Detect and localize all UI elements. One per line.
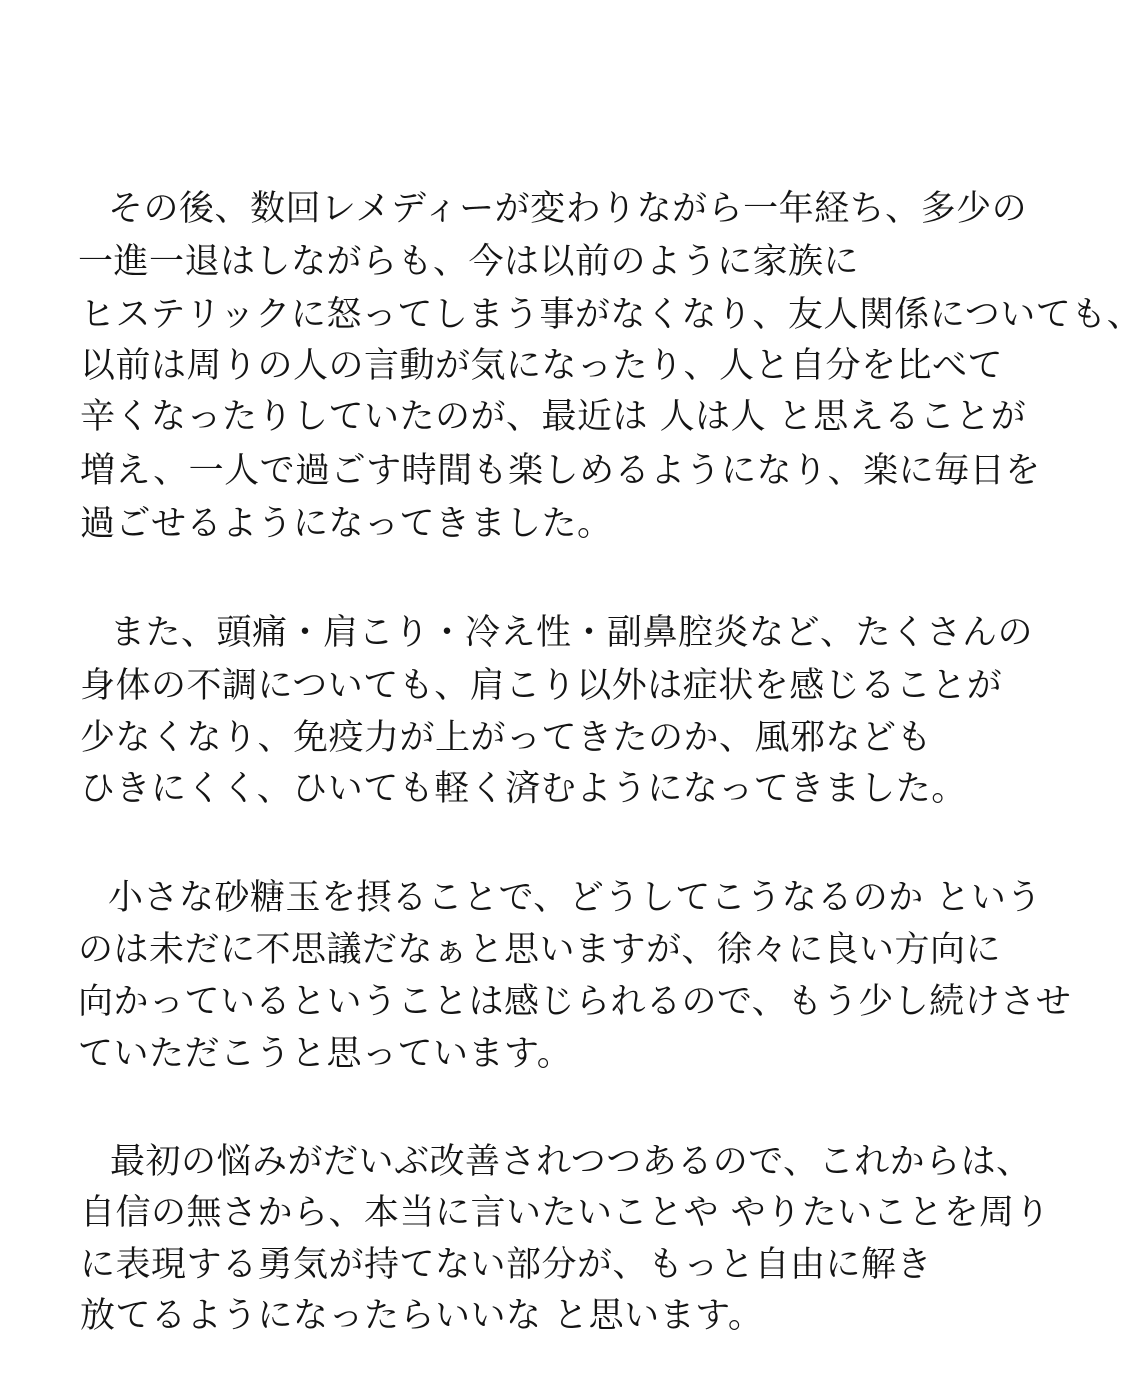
paragraph-3-line-2: のは未だに不思議だなぁと思いますが、徐々に良い方向に bbox=[78, 930, 1002, 970]
paragraph-4-line-2: 自信の無さから、本当に言いたいことや やりたいことを周り bbox=[80, 1193, 1051, 1233]
paragraph-1-line-5: 辛くなったりしていたのが、最近は 人は人 と思えることが bbox=[80, 397, 1027, 437]
paragraph-1-line-7: 過ごせるようになってきました。 bbox=[80, 504, 613, 544]
paragraph-2-line-2: 身体の不調についても、肩こり以外は症状を感じることが bbox=[80, 666, 1003, 706]
paragraph-1-line-1: その後、数回レメディーが変わりながら一年経ち、多少の bbox=[108, 189, 1028, 229]
paragraph-2-line-4: ひきにくく、ひいても軽く済むようになってきました。 bbox=[80, 769, 967, 809]
paragraph-1-line-2: 一進一退はしながらも、今は以前のように家族に bbox=[78, 242, 860, 282]
paragraph-3-line-4: ていただこうと思っています。 bbox=[78, 1034, 573, 1074]
paragraph-4-line-1: 最初の悩みがだいぶ改善されつつあるので、これからは、 bbox=[110, 1142, 1032, 1182]
paragraph-1-line-4: 以前は周りの人の言動が気になったり、人と自分を比べて bbox=[80, 346, 1004, 386]
paragraph-3-line-1: 小さな砂糖玉を摂ることで、どうしてこうなるのか という bbox=[108, 878, 1042, 918]
paragraph-4-line-4: 放てるようになったらいいな と思います。 bbox=[80, 1296, 764, 1336]
paragraph-1-line-3: ヒステリックに怒ってしまう事がなくなり、友人関係についても、 bbox=[80, 295, 1142, 335]
paragraph-4-line-3: に表現する勇気が持てない部分が、もっと自由に解き bbox=[80, 1245, 933, 1285]
paragraph-1-line-6: 増え、一人で過ごす時間も楽しめるようになり、楽に毎日を bbox=[80, 451, 1041, 491]
paragraph-3-line-3: 向かっているということは感じられるので、もう少し続けさせ bbox=[78, 982, 1072, 1022]
paragraph-2-line-3: 少なくなり、免疫力が上がってきたのか、風邪なども bbox=[80, 718, 933, 758]
paragraph-2-line-1: また、頭痛・肩こり・冷え性・副鼻腔炎など、たくさんの bbox=[110, 613, 1034, 653]
